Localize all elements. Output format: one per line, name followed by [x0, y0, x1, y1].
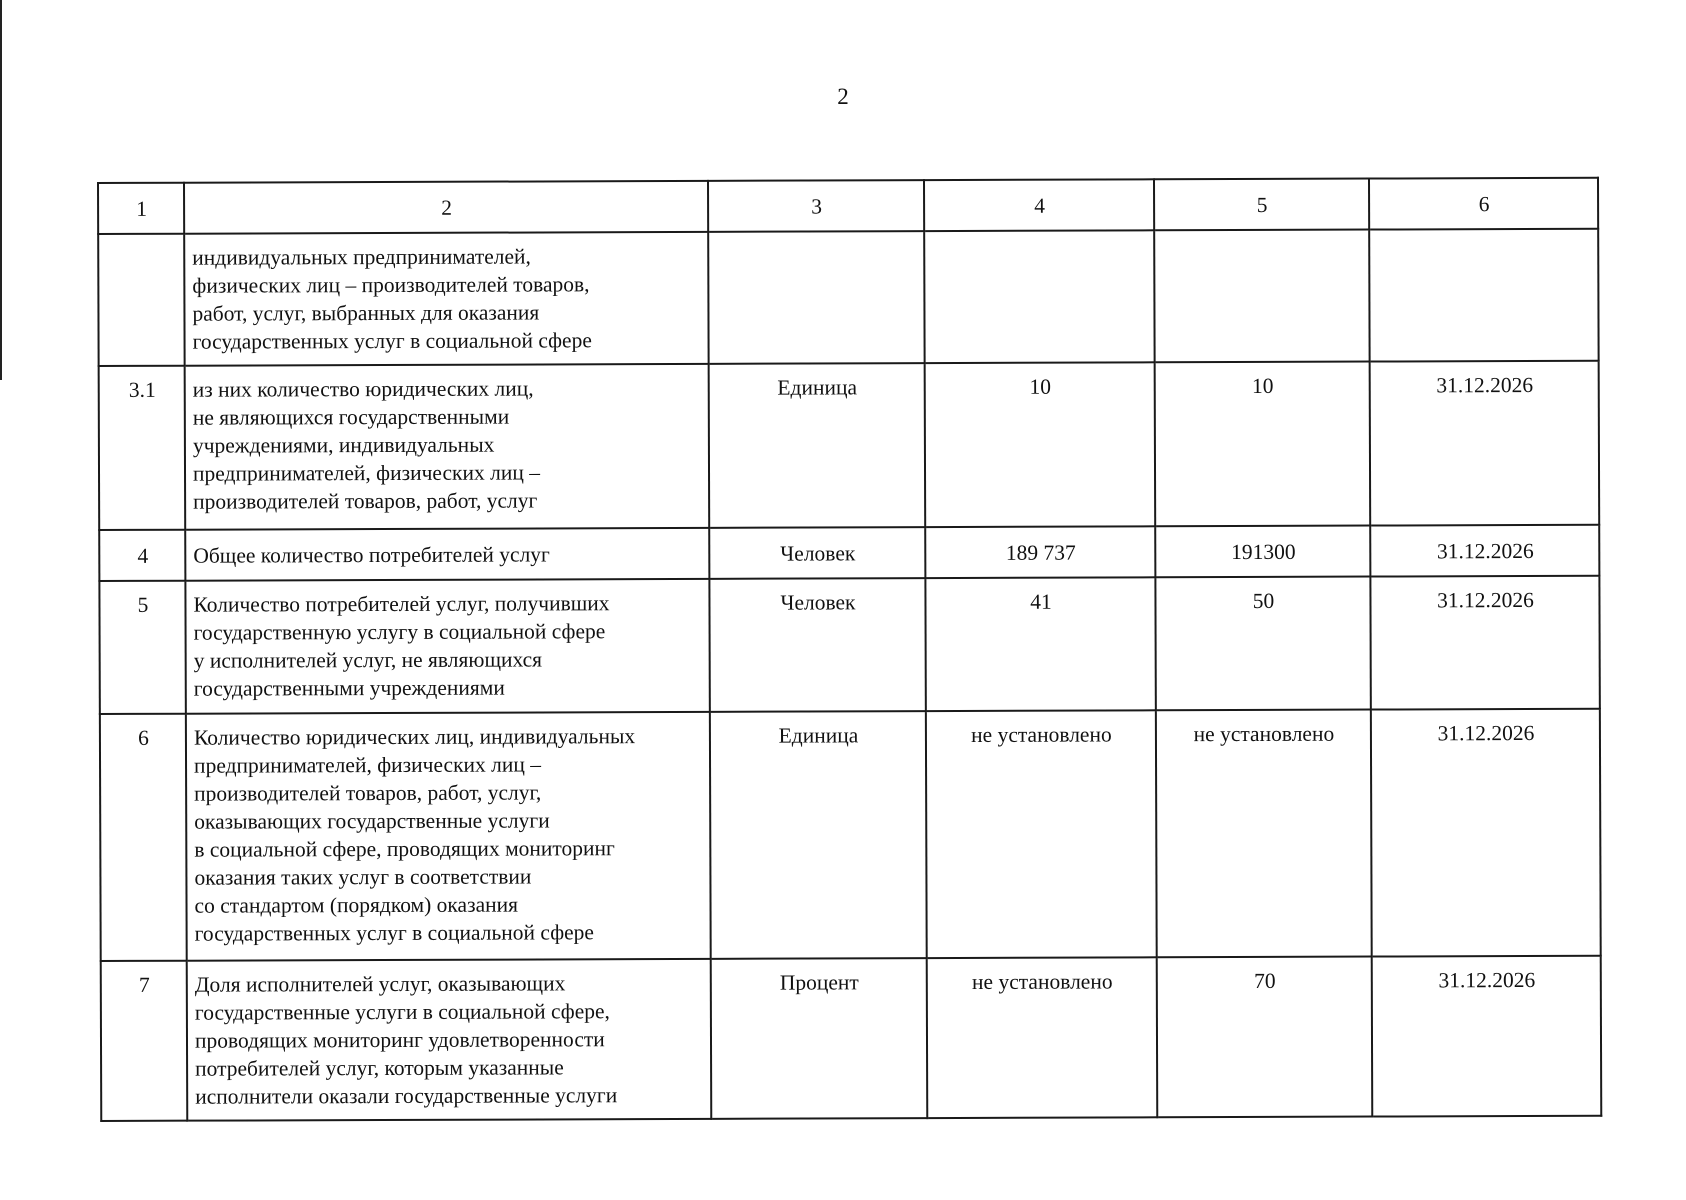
row-number: 7: [101, 961, 188, 1121]
row-number: 6: [100, 714, 187, 961]
date-cell: 31.12.2026: [1370, 525, 1599, 577]
unit-cell: Единица: [709, 363, 926, 528]
base-value-cell: не установлено: [927, 957, 1158, 1118]
target-value-cell: 70: [1157, 957, 1373, 1118]
header-col-5: 5: [1154, 179, 1369, 231]
indicator-description: [184, 232, 708, 366]
target-value-cell: 50: [1155, 577, 1370, 711]
target-value-cell: [1154, 230, 1369, 363]
header-col-2: 2: [184, 181, 708, 234]
target-value-cell: 191300: [1155, 526, 1370, 578]
description-text: Доля исполнителей услуг, оказывающих государственные услуги в социальной сфере, проводящих мониторинг удовлетворенности потребителей услуг, которым указанные исполнители оказали государственные услуги: [194, 971, 618, 1109]
table-row: [98, 229, 1598, 366]
target-value-cell: 10: [1155, 362, 1371, 527]
base-value-cell: 10: [925, 362, 1156, 527]
scan-edge-line: [0, 0, 2, 380]
date-cell: 31.12.2026: [1371, 709, 1601, 957]
indicators-table: [97, 177, 1602, 1122]
description-text: Количество потребителей услуг, получивших государственную услугу в социальной сфере у исполнителей услуг, не являющихся государственными учреждениями: [193, 591, 610, 701]
unit-cell: Процент: [711, 958, 928, 1119]
indicator-description: [186, 712, 711, 961]
unit-cell: Человек: [709, 578, 925, 712]
table-header-row: [98, 178, 1598, 234]
page-number: 2: [837, 84, 849, 109]
indicator-description: [187, 959, 712, 1121]
base-value-cell: 41: [925, 577, 1155, 711]
date-cell: [1369, 229, 1598, 362]
base-value-cell: не установлено: [926, 710, 1157, 958]
table-row: [99, 576, 1599, 714]
header-col-6: 6: [1369, 178, 1598, 230]
target-value-cell: не установлено: [1156, 710, 1372, 958]
base-value-cell: 189 737: [925, 526, 1155, 578]
indicator-description: [185, 579, 709, 714]
row-number: 5: [99, 581, 185, 714]
date-cell: 31.12.2026: [1372, 956, 1602, 1117]
unit-cell: Единица: [710, 711, 927, 959]
table-row: [99, 525, 1599, 581]
indicator-description: [185, 528, 709, 581]
unit-cell: Человек: [709, 527, 925, 579]
header-col-4: 4: [924, 179, 1154, 231]
table-row: [100, 709, 1601, 961]
base-value-cell: [924, 230, 1154, 363]
table-row: [101, 956, 1602, 1121]
description-text: индивидуальных предпринимателей, физических лиц – производителей товаров, работ, услуг, выбранных для оказания государственных услуг в социальной сфере: [192, 244, 592, 354]
description-text: Количество юридических лиц, индивидуальных предпринимателей, физических лиц – производителей товаров, работ, услуг, оказывающих государственные услуги в социальной сфере, проводящих мониторинг оказания таких услуг в соответствии со стандартом (порядком) оказания государственных услуг в социальной сфере: [193, 724, 636, 946]
row-number: [98, 234, 184, 366]
header-col-3: 3: [708, 180, 924, 232]
row-number: 3.1: [99, 366, 186, 530]
table-row: [99, 361, 1600, 530]
header-col-1: 1: [98, 183, 184, 234]
date-cell: 31.12.2026: [1370, 576, 1599, 710]
indicator-description: [185, 364, 710, 530]
description-text: Общее количество потребителей услуг: [193, 541, 550, 568]
row-number: 4: [99, 530, 185, 581]
description-text: из них количество юридических лиц, не являющихся государственными учреждениями, индивидуальных предпринимателей, физических лиц – производителей товаров, работ, услуг: [192, 376, 541, 514]
date-cell: 31.12.2026: [1370, 361, 1600, 526]
unit-cell: [708, 231, 924, 364]
